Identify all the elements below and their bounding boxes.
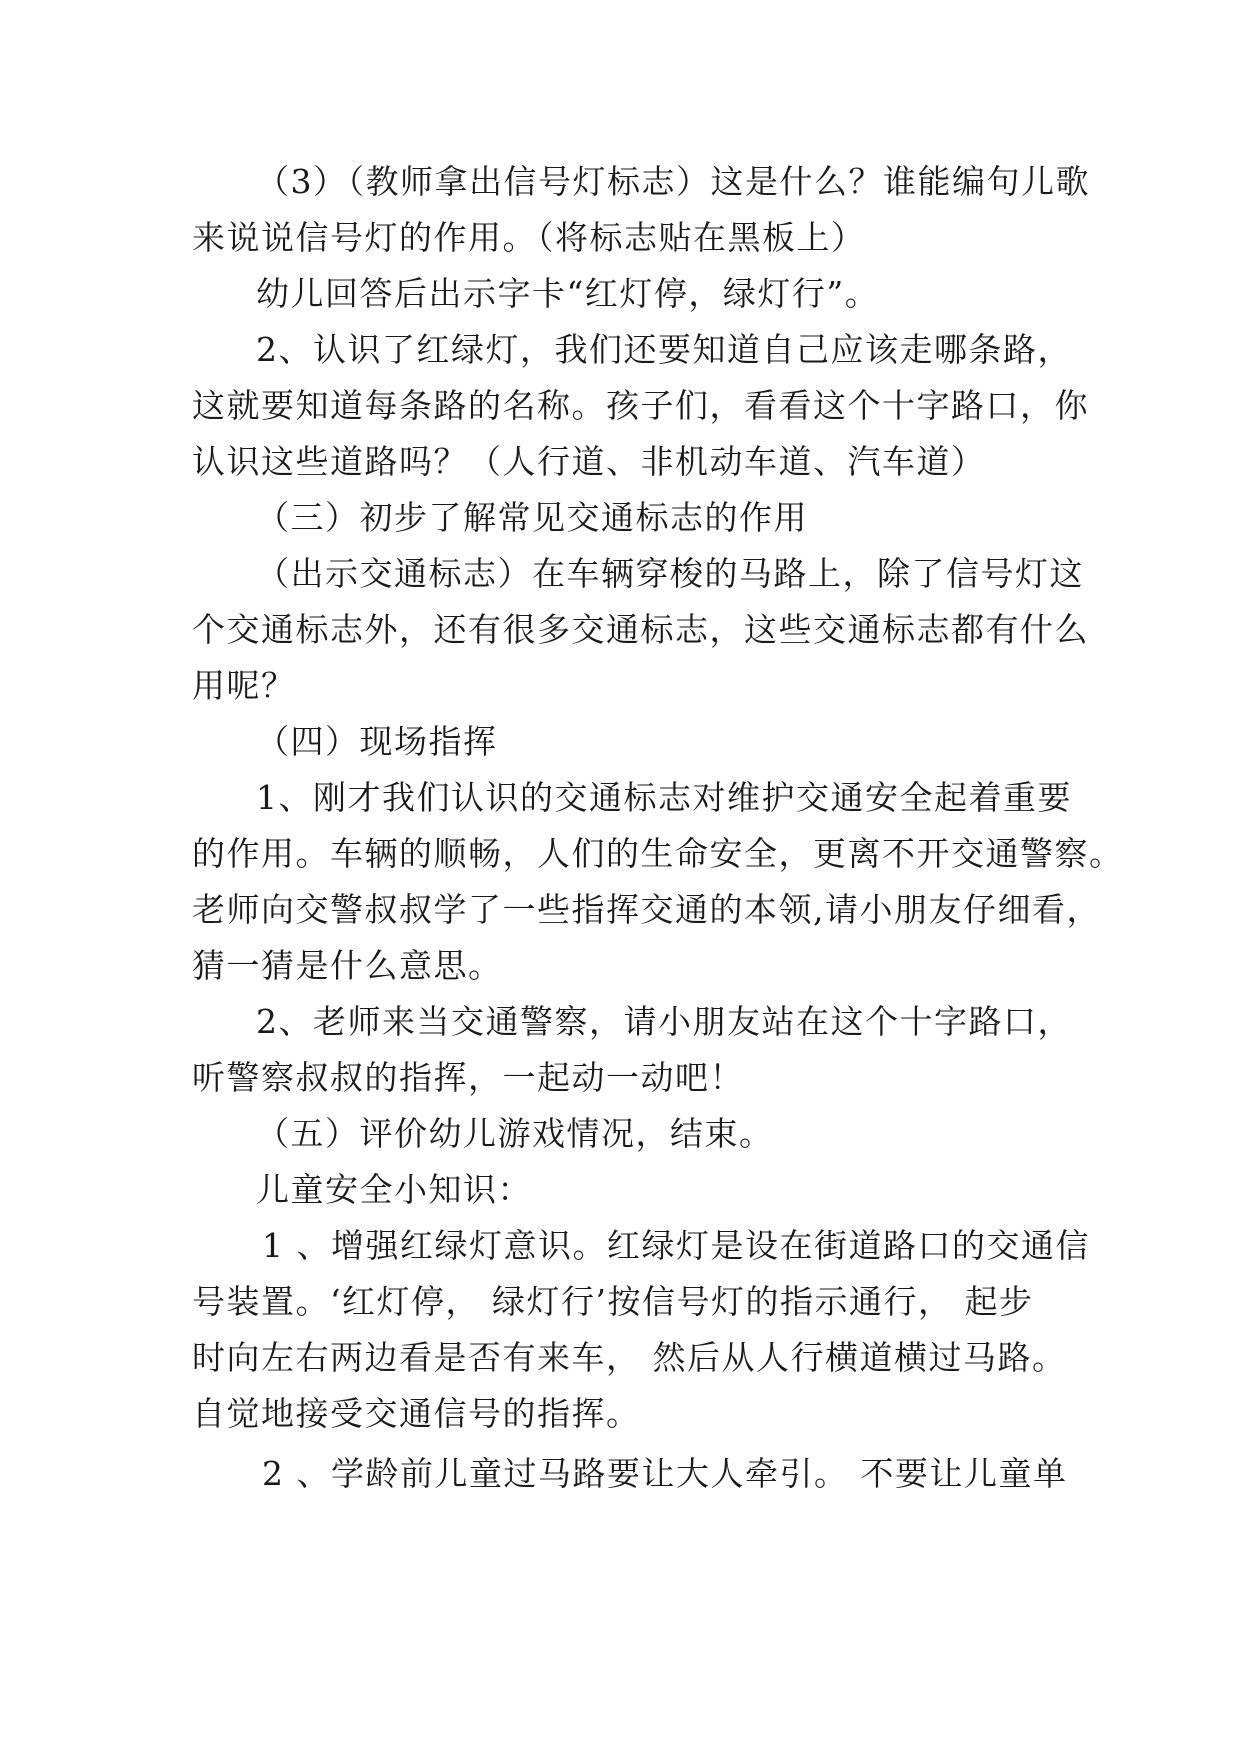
section-heading: （三）初步了解常见交通标志的作用 bbox=[256, 498, 808, 537]
paragraph-line: 幼儿回答后出示字卡“红灯停，绿灯行”。 bbox=[256, 274, 880, 313]
paragraph-line: 用呢？ bbox=[192, 666, 296, 705]
paragraph-line: 1、刚才我们认识的交通标志对维护交通安全起着重要 bbox=[256, 778, 1072, 817]
paragraph-line: 2 、学龄前儿童过马路要让大人牵引。 不要让儿童单 bbox=[262, 1454, 1068, 1493]
paragraph-line: 听警察叔叔的指挥，一起动一动吧！ bbox=[192, 1058, 744, 1097]
paragraph-line: 老师向交警叔叔学了一些指挥交通的本领,请小朋友仔细看， bbox=[192, 890, 1101, 929]
paragraph-line: 1 、增强红绿灯意识。红绿灯是设在街道路口的交通信 bbox=[262, 1226, 1090, 1265]
section-heading: （四）现场指挥 bbox=[256, 722, 498, 761]
paragraph-line: 来说说信号灯的作用。（将标志贴在黑板上） bbox=[192, 218, 866, 257]
section-heading: 儿童安全小知识： bbox=[256, 1170, 532, 1209]
paragraph-line: （3）（教师拿出信号灯标志）这是什么？谁能编句儿歌 bbox=[256, 162, 1090, 201]
paragraph-line: 号装置。‘红灯停， 绿灯行’按信号灯的指示通行， 起步 bbox=[192, 1282, 1034, 1321]
paragraph-line: 猜一猜是什么意思。 bbox=[192, 946, 503, 985]
paragraph-line: （出示交通标志）在车辆穿梭的马路上，除了信号灯这 bbox=[256, 554, 1084, 593]
paragraph-line: 这就要知道每条路的名称。孩子们，看看这个十字路口，你 bbox=[192, 386, 1089, 425]
paragraph-line: 的作用。车辆的顺畅，人们的生命安全，更离不开交通警察。 bbox=[192, 834, 1124, 873]
paragraph-line: 2、认识了红绿灯，我们还要知道自己应该走哪条路， bbox=[256, 330, 1072, 369]
paragraph-line: 自觉地接受交通信号的指挥。 bbox=[192, 1394, 641, 1433]
section-heading: （五）评价幼儿游戏情况，结束。 bbox=[256, 1114, 774, 1153]
paragraph-line: 个交通标志外，还有很多交通标志，这些交通标志都有什么 bbox=[192, 610, 1089, 649]
paragraph-line: 2、老师来当交通警察，请小朋友站在这个十字路口， bbox=[256, 1002, 1072, 1041]
paragraph-line: 时向左右两边看是否有来车， 然后从人行横道横过马路。 bbox=[192, 1338, 1067, 1377]
paragraph-line: 认识这些道路吗？（人行道、非机动车道、汽车道） bbox=[192, 442, 986, 481]
